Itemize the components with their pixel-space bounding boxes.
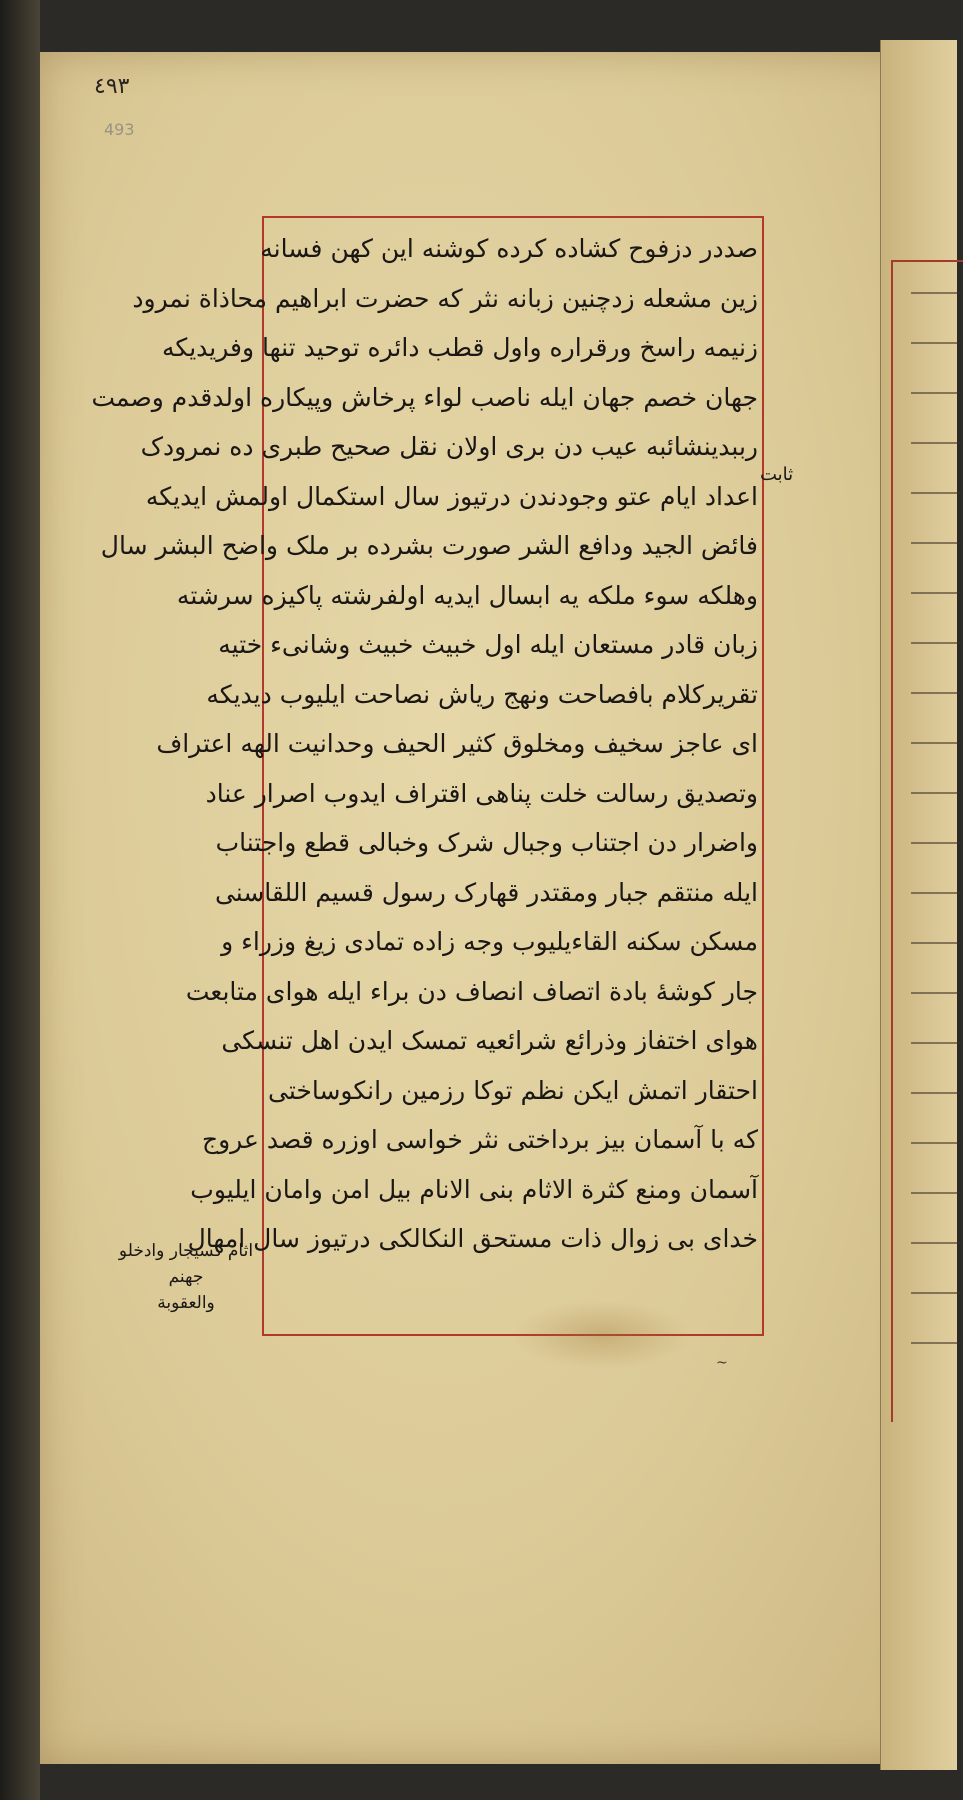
adjacent-text-line [911,592,961,594]
adjacent-text-line [911,942,961,944]
text-line: زنیمه راسخ ورقراره واول قطب دائره توحید تنها وفریدیکه [161,333,758,362]
adjacent-page-edge [880,40,957,1770]
text-line: ایله منتقم جبار ومقتدر قهارک رسول قسیم اللقاسنی [214,877,758,907]
adjacent-text-line [911,692,961,694]
adjacent-text-line [911,642,961,644]
binding-gutter [0,0,40,1800]
text-line: رببدینشائبه عیب دن بری اولان نقل صحیح طبری ده نمرودک [140,432,758,461]
text-line: هوای اختفاز وذرائع شرائعیه تمسک ایدن اهل تنسکی [221,1026,758,1055]
text-line: احتقار اتمش ایکن نظم توکا رزمین رانکوساختی [268,1075,758,1105]
adjacent-text-line [911,392,961,394]
text-line: وتصدیق رسالت خلت پناهی اقتراف ایدوب اصرار عناد [205,778,758,808]
text-line: خدای بی زوال ذات مستحق النکالکی درتیوز سال امهال [187,1224,758,1253]
text-line: جهان خصم جهان ایله ناصب لواء پرخاش وپیکاره اولدقدم وصمت [91,382,758,412]
text-line: تقریرکلام بافصاحت ونهج ریاش نصاحت ایلیوب دیدیکه [206,679,758,709]
adjacent-text-line [911,292,961,294]
text-line: وهلکه سوء ملکه یه ابسال ایدیه اولفرشته پاکیزه سرشته [176,580,758,610]
adjacent-text-line [911,1092,961,1094]
text-line: زبان قادر مستعان ایله اول خبیث خبیث وشانیء ختیه [218,630,758,659]
adjacent-text-line [911,1242,961,1244]
edge-mark: ~ [716,1355,728,1371]
adjacent-page-frame [891,260,963,1422]
adjacent-text-line [911,992,961,994]
text-line: زین مشعله زدچنین زبانه نثر که حضرت ابراهیم محاذاة نمرود [132,283,758,313]
adjacent-text-line [911,442,961,444]
text-line: صددر دزفوح کشاده کرده کوشنه این کهن فسانه [260,234,758,263]
adjacent-text-line [911,1042,961,1044]
text-line: ای عاجز سخیف ومخلوق کثیر الحیف وحدانیت الهه اعتراف [156,729,758,758]
water-stain [512,1300,692,1370]
margin-note-line: والعقوبة [157,1293,215,1313]
adjacent-text-line [911,1292,961,1294]
adjacent-text-line [911,892,961,894]
text-line: آسمان ومنع کثرة الاثام بنی الانام بیل امن وامان ایلیوب [190,1174,758,1204]
adjacent-text-line [911,742,961,744]
text-line: واضرار دن اجتناب وجبال شرک وخبالی قطع واجتناب [215,828,758,857]
adjacent-text-line [911,492,961,494]
pencil-folio-number: 493 [104,120,135,139]
margin-note-line: اثام کسیجار وادخلو جهنم [118,1241,254,1287]
adjacent-text-line [911,1192,961,1194]
text-line: که با آسمان بیز برداختی نثر خواسی اوزره قصد عروج [201,1125,758,1154]
margin-note [106,1238,266,1316]
text-line: اعداد ایام عتو وجودندن درتیوز سال استکمال اولمش ایدیکه [145,481,758,511]
adjacent-text-line [911,1342,961,1344]
text-line: فائض الجید ودافع الشر صورت بشرده بر ملک واضح البشر سال [100,531,758,560]
marginal-word: ثابت [760,464,794,485]
adjacent-text-line [911,1142,961,1144]
adjacent-text-line [911,542,961,544]
adjacent-text-line [911,342,961,344]
text-line: مسکن سکنه القاءیلیوب وجه زاده تمادی زیغ وزراء و [221,927,758,956]
folio-number: ٤٩٣ [94,74,130,99]
adjacent-text-line [911,792,961,794]
text-line: جار کوشهٔ بادة اتصاف انصاف دن براء ایله هوای متابعت [185,976,758,1006]
adjacent-text-line [911,842,961,844]
